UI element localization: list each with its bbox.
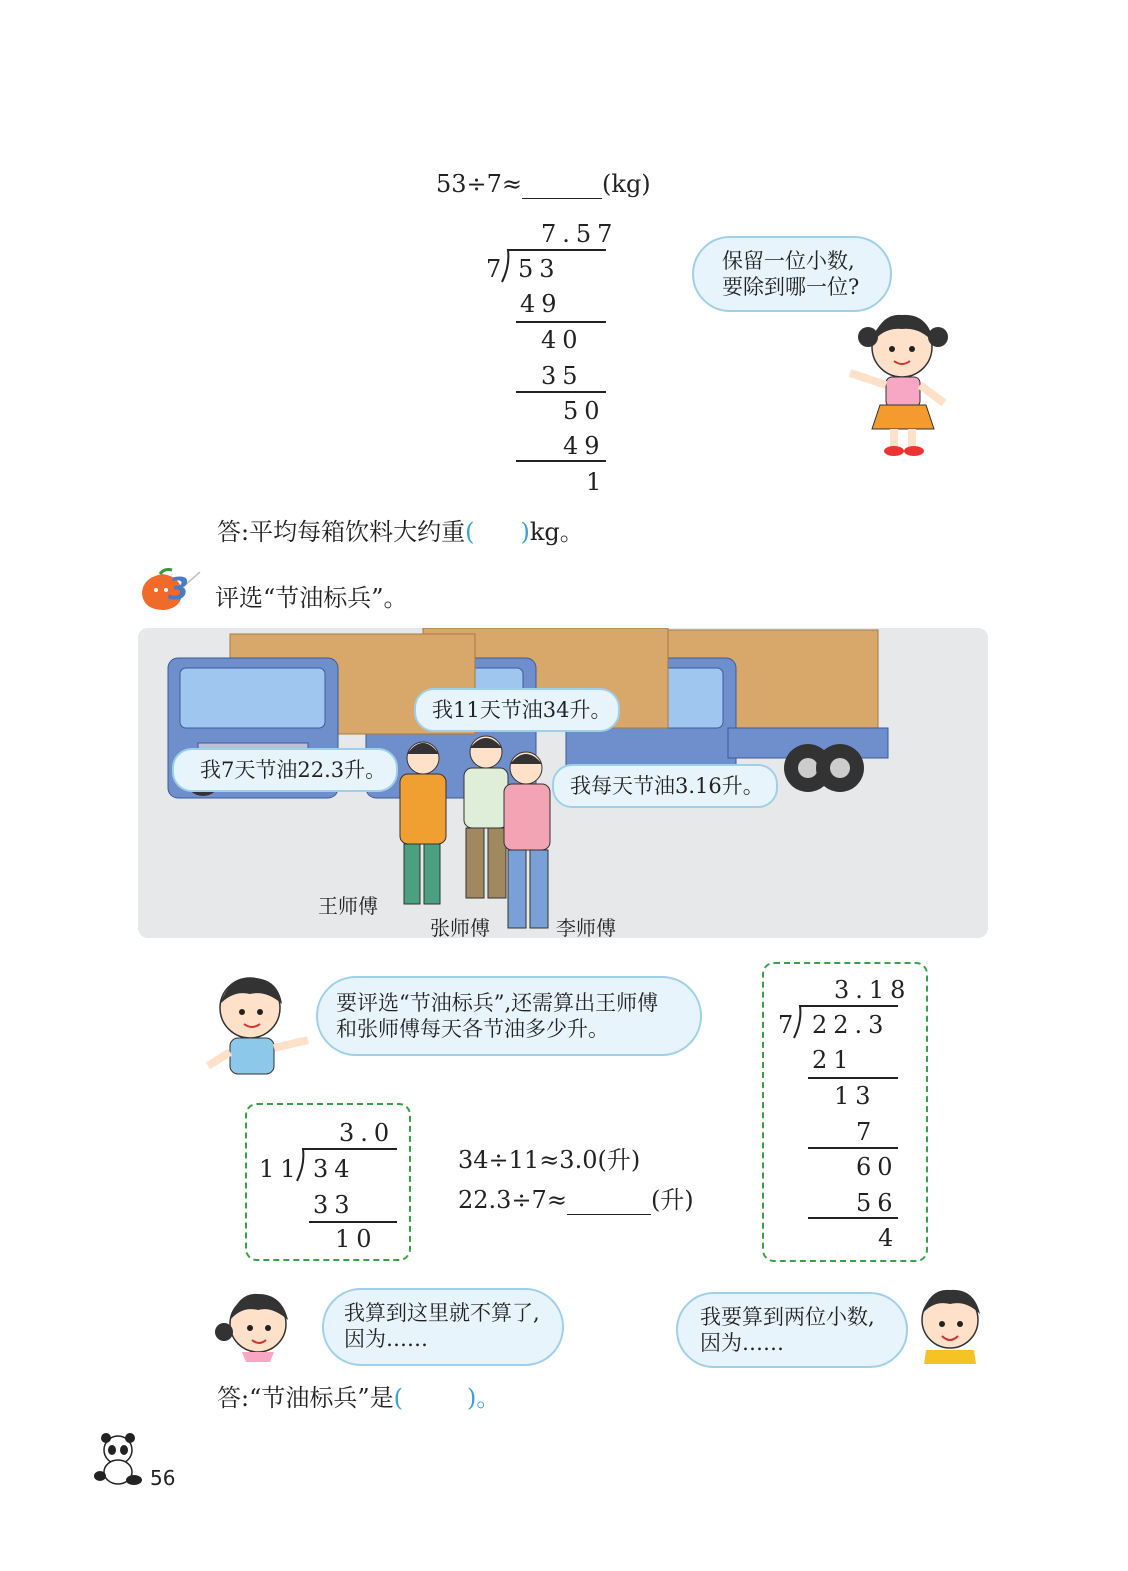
step-2: 13 [834, 1082, 877, 1110]
dividend: 22.3 [812, 1011, 890, 1039]
girl-illustration [840, 305, 965, 460]
label-li: 李师傅 [556, 916, 616, 938]
quotient: 3.18 [834, 976, 912, 1004]
step-1: 21 [812, 1046, 855, 1074]
step-2: 40 [541, 326, 584, 354]
boy-illustration [200, 972, 315, 1077]
step-3: 7 [856, 1118, 878, 1146]
girl2-illustration [212, 1288, 302, 1363]
step-line [808, 1217, 898, 1219]
dividend: 53 [518, 255, 561, 283]
equation-34-div-11: 34÷11≈3.0(升) [458, 1146, 641, 1174]
answer-average-weight: 答:平均每箱饮料大约重( )kg。 [217, 518, 584, 546]
girl-speech-bubble: 保留一位小数, 要除到哪一位? [692, 236, 892, 312]
page-number: 56 [150, 1466, 176, 1490]
divisor: 7 [486, 255, 502, 283]
step-line [808, 1147, 898, 1149]
step-1: 49 [520, 290, 563, 318]
trucks-scene [138, 628, 988, 938]
step-5: 49 [563, 432, 606, 460]
girl2-speech-bubble: 我算到这里就不算了, 因为…… [322, 1288, 564, 1366]
remainder: 1 [586, 468, 608, 496]
boy2-illustration [910, 1284, 990, 1366]
step-1: 33 [313, 1191, 356, 1219]
division-box-34-by-11 [245, 1103, 411, 1261]
speech-bubble-zhang: 我11天节油34升。 [414, 688, 620, 732]
boy2-speech-bubble: 我要算到两位小数, 因为…… [676, 1292, 908, 1368]
speech-bubble-wang: 我7天节油22.3升。 [172, 748, 398, 792]
answer-fuel-champion: 答:“节油标兵”是( )。 [217, 1384, 501, 1412]
dividend: 34 [313, 1155, 356, 1183]
label-wang: 王师傅 [318, 894, 378, 918]
divisor: 11 [259, 1155, 302, 1183]
step-line [516, 391, 606, 393]
label-zhang: 张师傅 [430, 916, 490, 938]
step-3: 35 [541, 362, 584, 390]
step-line [808, 1077, 898, 1079]
quotient: 3.0 [339, 1119, 396, 1147]
step-line [516, 460, 606, 462]
step-line [516, 321, 606, 323]
equation-22-3-div-7: 22.3÷7≈ (升) [458, 1186, 694, 1214]
step-4: 60 [856, 1153, 899, 1181]
quotient: 7.57 [541, 220, 619, 248]
division-box-22-3-by-7 [762, 962, 928, 1262]
speech-bubble-li: 我每天节油3.16升。 [552, 764, 778, 808]
problem-title: 评选“节油标兵”。 [215, 584, 408, 612]
equation-53-div-7: 53÷7≈ (kg) [436, 170, 651, 198]
panda-icon [92, 1432, 144, 1488]
remainder: 4 [878, 1224, 900, 1252]
step-5: 56 [856, 1189, 899, 1217]
step-line [309, 1221, 397, 1223]
divisor: 7 [778, 1011, 794, 1039]
problem-number: 3 [168, 572, 189, 607]
boy-speech-bubble: 要评选“节油标兵”,还需算出王师傅 和张师傅每天各节油多少升。 [316, 976, 702, 1056]
answer-blank [567, 1186, 651, 1215]
remainder: 10 [335, 1225, 378, 1253]
answer-blank [522, 170, 602, 199]
step-4: 50 [563, 397, 606, 425]
